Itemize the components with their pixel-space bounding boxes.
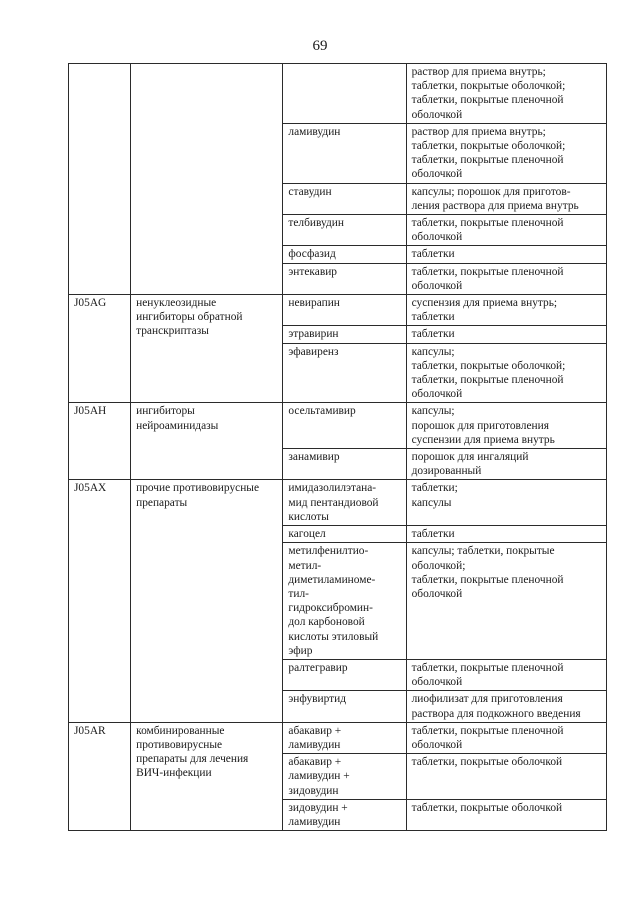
- dosage-form-line: таблетки, покрытые оболочкой;: [411, 140, 566, 153]
- dosage-form-cell: [406, 480, 606, 526]
- drug-name-line: метил-: [288, 559, 322, 572]
- dosage-form-line: раствор для приема внутрь;: [411, 125, 546, 138]
- atc-code-cell: [69, 722, 131, 830]
- drug-group-name-line: препараты: [136, 496, 188, 509]
- dosage-form-cell: [406, 659, 606, 690]
- dosage-form-line: капсулы;: [411, 405, 455, 418]
- table-row: [69, 403, 607, 449]
- dosage-form-line: суспензии для приема внутрь: [411, 433, 555, 446]
- dosage-form-line: капсулы: [411, 496, 452, 509]
- dosage-form-cell: [406, 449, 606, 480]
- drug-name-line: абакавир +: [288, 756, 342, 769]
- drug-name-line: диметиламиноме-: [288, 573, 376, 586]
- dosage-form-line: таблетки, покрытые оболочкой: [411, 801, 563, 814]
- drug-name-line: мид пентандиовой: [288, 496, 379, 509]
- dosage-form-line: порошок для приготовления: [411, 419, 549, 432]
- medication-table: [68, 63, 607, 831]
- dosage-form-line: капсулы;: [411, 345, 455, 358]
- drug-group-name-line: транскриптазы: [136, 325, 209, 338]
- dosage-form-cell: [406, 526, 606, 543]
- drug-group-name-line: ВИЧ-инфекции: [136, 767, 212, 780]
- drug-name-line: этравирин: [288, 328, 339, 341]
- drug-name-line: метилфенилтио-: [288, 545, 369, 558]
- dosage-form-cell: [406, 799, 606, 830]
- atc-code-cell: [69, 295, 131, 403]
- drug-group-name-line: противовирусные: [136, 738, 223, 751]
- drug-name-line: телбивудин: [288, 217, 344, 230]
- dosage-form-cell: [406, 263, 606, 294]
- medication-table-body: [69, 64, 607, 831]
- dosage-form-cell: [406, 403, 606, 449]
- drug-name-line: зидовудин: [288, 784, 339, 797]
- dosage-form-cell: [406, 295, 606, 326]
- drug-name-cell: [283, 691, 406, 722]
- atc-code-cell: [69, 403, 131, 480]
- drug-name-cell: [283, 183, 406, 214]
- drug-name-line: ралтегравир: [288, 661, 348, 674]
- table-row: [69, 295, 607, 326]
- dosage-form-line: таблетки, покрытые пленочной: [411, 217, 564, 230]
- drug-name-line: имидазолилэтана-: [288, 482, 377, 495]
- drug-name-cell: [283, 659, 406, 690]
- drug-name-line: абакавир +: [288, 724, 342, 737]
- dosage-form-line: оболочкой: [411, 676, 463, 689]
- drug-name-line: ставудин: [288, 185, 332, 198]
- atc-code: J05AG: [74, 297, 107, 310]
- dosage-form-line: таблетки, покрытые пленочной: [411, 94, 564, 107]
- drug-name-line: дол карбоновой: [288, 616, 365, 629]
- drug-name-line: занамивир: [288, 451, 340, 464]
- atc-code: J05AH: [74, 405, 107, 418]
- drug-name-line: кагоцел: [288, 528, 326, 541]
- drug-name-cell: [283, 543, 406, 660]
- drug-group-name-line: нейроаминидазы: [136, 419, 219, 432]
- dosage-form-line: таблетки, покрытые оболочкой;: [411, 359, 566, 372]
- dosage-form-line: таблетки: [411, 328, 455, 341]
- drug-name-line: энфувиртид: [288, 693, 347, 706]
- table-row: [69, 722, 607, 753]
- table-row: [69, 480, 607, 526]
- dosage-form-line: капсулы; порошок для приготов-: [411, 185, 571, 198]
- atc-code-cell: [69, 64, 131, 295]
- drug-group-cell: [131, 64, 283, 295]
- drug-name-cell: [283, 526, 406, 543]
- dosage-form-cell: [406, 123, 606, 183]
- dosage-form-line: оболочкой: [411, 108, 463, 121]
- drug-name-cell: [283, 64, 406, 124]
- drug-name-line: ламивудин +: [288, 770, 350, 783]
- drug-name-cell: [283, 246, 406, 263]
- dosage-form-line: таблетки: [411, 528, 455, 541]
- drug-name-cell: [283, 263, 406, 294]
- dosage-form-line: оболочкой;: [411, 559, 466, 572]
- dosage-form-line: таблетки, покрытые пленочной: [411, 374, 564, 387]
- drug-name-line: ламивудин: [288, 125, 341, 138]
- drug-name-line: фосфазид: [288, 248, 336, 261]
- drug-name-cell: [283, 215, 406, 246]
- dosage-form-cell: [406, 215, 606, 246]
- drug-name-cell: [283, 449, 406, 480]
- drug-name-line: энтекавир: [288, 265, 337, 278]
- page-number: 69: [312, 38, 328, 54]
- dosage-form-line: таблетки, покрытые оболочкой: [411, 756, 563, 769]
- dosage-form-line: таблетки, покрытые пленочной: [411, 573, 564, 586]
- drug-name-line: эфавиренз: [288, 345, 339, 358]
- drug-name-line: кислоты: [288, 510, 329, 523]
- drug-group-name-line: ненуклеозидные: [136, 297, 217, 310]
- drug-group-name-line: комбинированные: [136, 724, 225, 737]
- dosage-form-cell: [406, 722, 606, 753]
- drug-name-line: гидроксибромин-: [288, 602, 373, 615]
- drug-group-name-line: препараты для лечения: [136, 753, 249, 766]
- dosage-form-line: таблетки: [411, 311, 455, 324]
- drug-name-line: эфир: [288, 644, 313, 657]
- dosage-form-line: дозированный: [411, 465, 482, 478]
- dosage-form-cell: [406, 64, 606, 124]
- dosage-form-line: оболочкой: [411, 279, 463, 292]
- drug-name-line: тил-: [288, 587, 309, 600]
- dosage-form-line: оболочкой: [411, 168, 463, 181]
- dosage-form-line: раствор для приема внутрь;: [411, 66, 546, 78]
- dosage-form-line: порошок для ингаляций: [411, 451, 529, 464]
- dosage-form-cell: [406, 754, 606, 800]
- drug-name-line: ламивудин: [288, 815, 341, 828]
- drug-name-cell: [283, 326, 406, 343]
- drug-name-line: осельтамивир: [288, 405, 356, 418]
- drug-name-line: кислоты этиловый: [288, 630, 379, 643]
- drug-name-cell: [283, 480, 406, 526]
- drug-group-cell: [131, 295, 283, 403]
- drug-group-cell: [131, 480, 283, 722]
- drug-group-name-line: прочие противовирусные: [136, 482, 260, 495]
- dosage-form-line: оболочкой: [411, 388, 463, 401]
- drug-group-name-line: ингибиторы: [136, 405, 195, 418]
- drug-name-cell: [283, 754, 406, 800]
- atc-code: J05AR: [74, 724, 106, 737]
- dosage-form-cell: [406, 543, 606, 660]
- dosage-form-line: таблетки: [411, 248, 455, 261]
- dosage-form-line: капсулы; таблетки, покрытые: [411, 545, 555, 558]
- dosage-form-cell: [406, 183, 606, 214]
- drug-name-cell: [283, 295, 406, 326]
- dosage-form-line: ления раствора для приема внутрь: [411, 199, 579, 212]
- dosage-form-line: оболочкой: [411, 231, 463, 244]
- dosage-form-cell: [406, 343, 606, 403]
- atc-code-cell: [69, 480, 131, 722]
- dosage-form-line: таблетки;: [411, 482, 458, 495]
- drug-name-cell: [283, 343, 406, 403]
- dosage-form-line: оболочкой: [411, 587, 463, 600]
- drug-name-line: невирапин: [288, 297, 340, 310]
- drug-name-line: ламивудин: [288, 738, 341, 751]
- drug-name-cell: [283, 123, 406, 183]
- dosage-form-line: таблетки, покрытые пленочной: [411, 154, 564, 167]
- drug-group-name-line: ингибиторы обратной: [136, 311, 243, 324]
- dosage-form-line: суспензия для приема внутрь;: [411, 297, 558, 310]
- dosage-form-line: таблетки, покрытые оболочкой;: [411, 80, 566, 93]
- dosage-form-line: таблетки, покрытые пленочной: [411, 265, 564, 278]
- drug-name-cell: [283, 722, 406, 753]
- drug-group-cell: [131, 722, 283, 830]
- table-row: [69, 64, 607, 124]
- dosage-form-line: раствора для подкожного введения: [411, 707, 581, 720]
- dosage-form-cell: [406, 246, 606, 263]
- atc-code: J05AX: [74, 482, 107, 495]
- dosage-form-cell: [406, 326, 606, 343]
- drug-name-cell: [283, 799, 406, 830]
- dosage-form-line: таблетки, покрытые пленочной: [411, 661, 564, 674]
- drug-name-line: зидовудин +: [288, 801, 348, 814]
- dosage-form-line: лиофилизат для приготовления: [411, 693, 563, 706]
- drug-name-cell: [283, 403, 406, 449]
- dosage-form-line: оболочкой: [411, 738, 463, 751]
- dosage-form-cell: [406, 691, 606, 722]
- drug-group-cell: [131, 403, 283, 480]
- dosage-form-line: таблетки, покрытые пленочной: [411, 724, 564, 737]
